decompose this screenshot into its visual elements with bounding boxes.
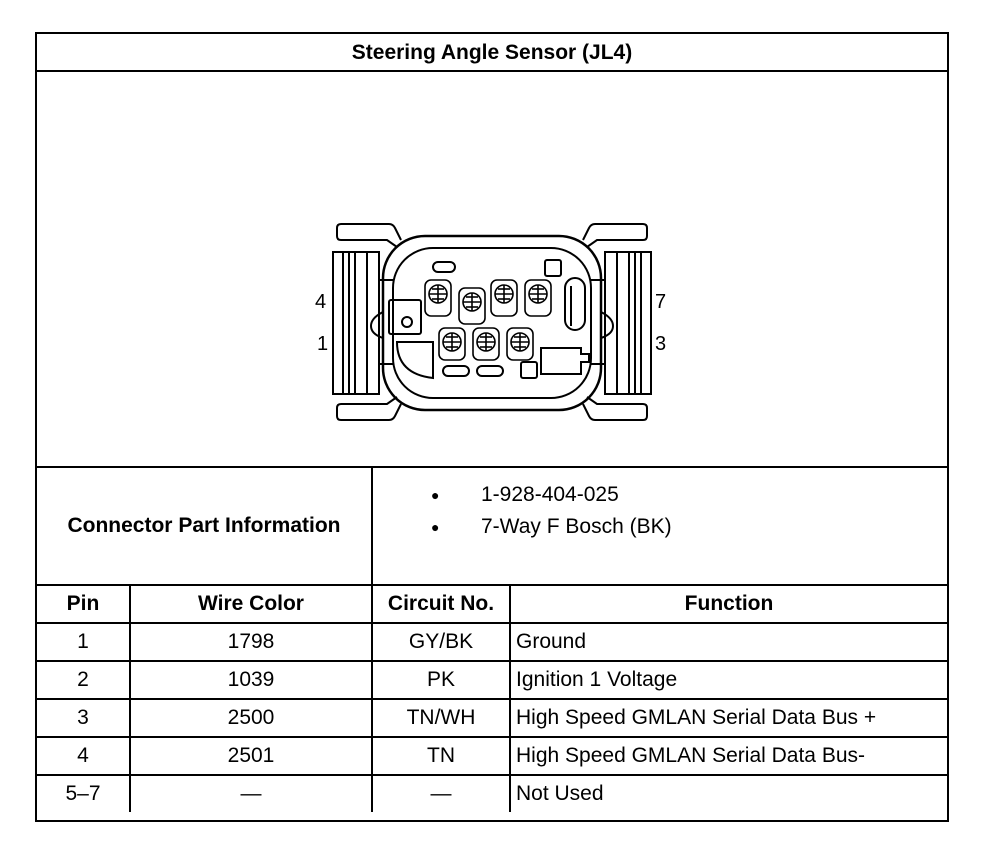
cell-function: Ignition 1 Voltage	[510, 661, 947, 699]
connector-clip-top-left	[337, 228, 397, 247]
cell-function: Ground	[510, 623, 947, 661]
cell-pin: 4	[37, 737, 130, 775]
connector-drawing	[37, 72, 947, 468]
bullet-icon: ●	[431, 519, 440, 535]
pin-label-4: 4	[315, 291, 327, 313]
connector-clip-bottom-right	[587, 397, 647, 416]
header-wire-color: Wire Color	[130, 585, 372, 623]
table-row	[37, 623, 947, 661]
cell-pin: 1	[37, 623, 130, 661]
connector-clip-top-right	[587, 228, 647, 247]
cell-wire-color: 1039	[130, 661, 372, 699]
cell-circuit-no: GY/BK	[372, 623, 510, 661]
cell-circuit-no: PK	[372, 661, 510, 699]
table-row	[37, 661, 947, 699]
cell-circuit-no: TN/WH	[372, 699, 510, 737]
table-row	[37, 775, 947, 812]
cell-wire-color: 2500	[130, 699, 372, 737]
pin-label-7: 7	[655, 291, 667, 313]
pin-label-1: 1	[317, 333, 329, 355]
cell-circuit-no: —	[372, 775, 510, 812]
connector-clip-bottom-left	[337, 397, 397, 416]
cell-pin: 5–7	[37, 775, 130, 812]
bullet-icon: ●	[431, 487, 440, 503]
table-row	[37, 699, 947, 737]
pin-table	[37, 584, 947, 812]
connector-figure	[37, 72, 947, 468]
table-header-row	[37, 585, 947, 623]
table-row	[37, 737, 947, 775]
cell-circuit-no: TN	[372, 737, 510, 775]
pin-label-3: 3	[655, 333, 667, 355]
cell-wire-color: 1798	[130, 623, 372, 661]
header-pin: Pin	[37, 585, 130, 623]
cell-wire-color: 2501	[130, 737, 372, 775]
header-circuit-no: Circuit No.	[372, 585, 510, 623]
cell-function: High Speed GMLAN Serial Data Bus +	[510, 699, 947, 737]
connector-end-view-sheet	[35, 32, 949, 822]
connector-part-info-list: ● 1-928-404-025 ● 7-Way F Bosch (BK)	[373, 468, 947, 584]
connector-part-info-label: Connector Part Information	[37, 468, 373, 584]
cell-function: High Speed GMLAN Serial Data Bus-	[510, 737, 947, 775]
cell-wire-color: —	[130, 775, 372, 812]
cell-function: Not Used	[510, 775, 947, 812]
terminal-cavities	[425, 280, 551, 360]
header-function: Function	[510, 585, 947, 623]
cell-pin: 3	[37, 699, 130, 737]
cell-pin: 2	[37, 661, 130, 699]
page-title: Steering Angle Sensor (JL4)	[37, 34, 947, 72]
connector-body	[383, 236, 601, 410]
